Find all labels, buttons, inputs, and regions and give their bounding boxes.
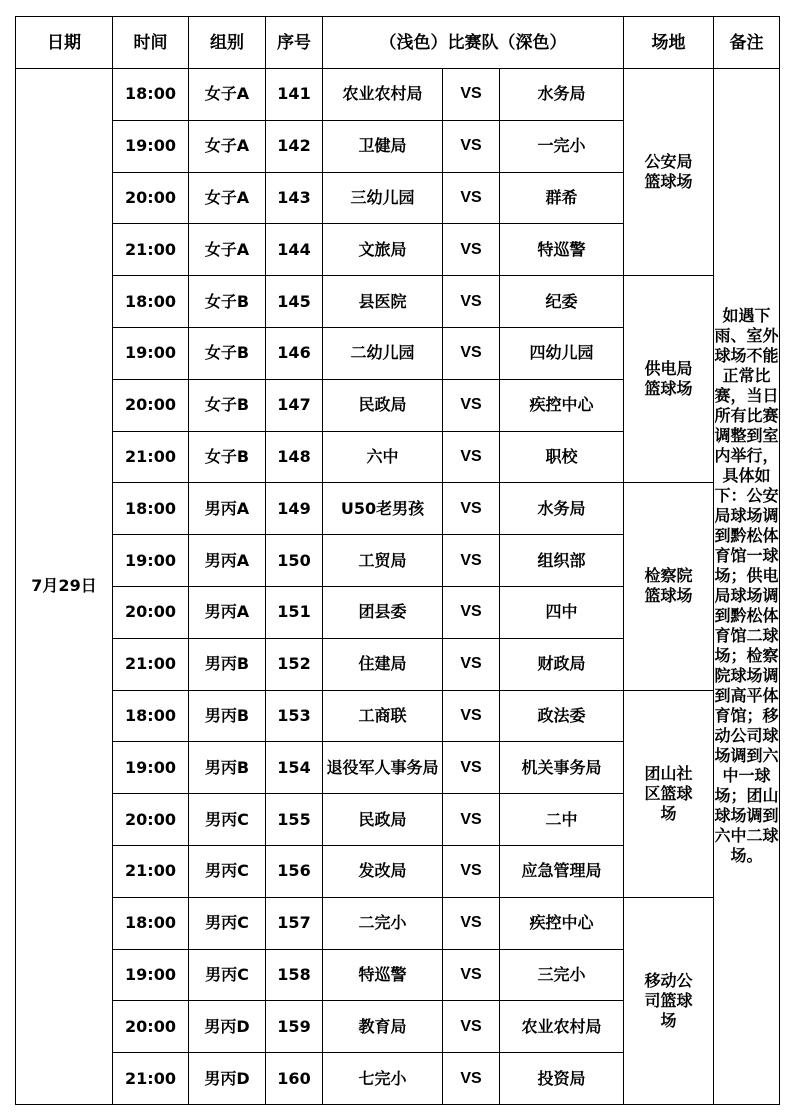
venue-name: 公安局篮球场 [644, 152, 693, 192]
team-light: 农业农村局 [323, 69, 443, 121]
vs-label: VS [443, 224, 500, 276]
venue-cell [624, 276, 714, 483]
venue-cell [624, 69, 714, 276]
match-time: 21:00 [113, 845, 189, 897]
match-time: 19:00 [113, 742, 189, 794]
team-light: 工贸局 [323, 535, 443, 587]
team-dark: 财政局 [500, 638, 624, 690]
team-light: 民政局 [323, 379, 443, 431]
team-dark: 职校 [500, 431, 624, 483]
match-group: 男丙B [189, 690, 266, 742]
match-group: 女子B [189, 276, 266, 328]
team-light: 卫健局 [323, 120, 443, 172]
team-light: 县医院 [323, 276, 443, 328]
venue-name: 检察院篮球场 [644, 566, 693, 606]
rain-plan-note: 如遇下雨、室外球场不能正常比赛，当日所有比赛调整到室内举行，具体如下：公安局球场调到黔松体育馆一球场；供电局球场调到黔松体育馆二球场；检察院球场调到高平体育馆；移动公司球场调到六中一球场；团山球场调到六中二球场。 [714, 306, 779, 866]
match-time: 18:00 [113, 483, 189, 535]
match-date: 7月29日 [16, 69, 113, 1105]
team-light: 二完小 [323, 897, 443, 949]
match-number: 149 [266, 483, 323, 535]
match-number: 146 [266, 327, 323, 379]
vs-label: VS [443, 535, 500, 587]
team-dark: 水务局 [500, 69, 624, 121]
match-group: 男丙C [189, 845, 266, 897]
match-number: 145 [266, 276, 323, 328]
vs-label: VS [443, 276, 500, 328]
venue-cell [624, 483, 714, 690]
match-time: 18:00 [113, 897, 189, 949]
match-time: 21:00 [113, 431, 189, 483]
team-dark: 四幼儿园 [500, 327, 624, 379]
match-time: 19:00 [113, 535, 189, 587]
header-group: 组别 [189, 17, 266, 69]
team-dark: 政法委 [500, 690, 624, 742]
match-group: 男丙D [189, 1053, 266, 1105]
match-time: 21:00 [113, 1053, 189, 1105]
match-number: 143 [266, 172, 323, 224]
match-time: 19:00 [113, 949, 189, 1001]
match-number: 151 [266, 586, 323, 638]
match-group: 男丙B [189, 742, 266, 794]
match-group: 男丙B [189, 638, 266, 690]
team-light: 七完小 [323, 1053, 443, 1105]
team-dark: 三完小 [500, 949, 624, 1001]
vs-label: VS [443, 845, 500, 897]
notes-cell [714, 69, 780, 1105]
match-number: 144 [266, 224, 323, 276]
header-time: 时间 [113, 17, 189, 69]
team-light: 退役军人事务局 [323, 742, 443, 794]
vs-label: VS [443, 379, 500, 431]
table-row [16, 690, 780, 742]
match-group: 男丙A [189, 535, 266, 587]
vs-label: VS [443, 431, 500, 483]
table-row [16, 69, 780, 121]
match-group: 男丙A [189, 483, 266, 535]
match-number: 147 [266, 379, 323, 431]
match-number: 154 [266, 742, 323, 794]
match-group: 男丙C [189, 794, 266, 846]
venue-name: 团山社区篮球场 [644, 763, 693, 823]
vs-label: VS [443, 586, 500, 638]
team-dark: 疾控中心 [500, 379, 624, 431]
vs-label: VS [443, 794, 500, 846]
match-group: 女子B [189, 379, 266, 431]
team-dark: 农业农村局 [500, 1001, 624, 1053]
team-light: 发改局 [323, 845, 443, 897]
match-number: 155 [266, 794, 323, 846]
team-light: 六中 [323, 431, 443, 483]
table-row [16, 276, 780, 328]
team-light: 教育局 [323, 1001, 443, 1053]
match-number: 141 [266, 69, 323, 121]
vs-label: VS [443, 1001, 500, 1053]
vs-label: VS [443, 742, 500, 794]
team-dark: 四中 [500, 586, 624, 638]
match-number: 159 [266, 1001, 323, 1053]
team-light: 二幼儿园 [323, 327, 443, 379]
vs-label: VS [443, 327, 500, 379]
match-group: 女子A [189, 69, 266, 121]
header-venue: 场地 [624, 17, 714, 69]
team-light: 三幼儿园 [323, 172, 443, 224]
vs-label: VS [443, 690, 500, 742]
vs-label: VS [443, 949, 500, 1001]
match-time: 21:00 [113, 224, 189, 276]
header-teams: （浅色）比赛队（深色） [323, 17, 624, 69]
match-number: 142 [266, 120, 323, 172]
match-number: 153 [266, 690, 323, 742]
match-time: 20:00 [113, 586, 189, 638]
match-time: 20:00 [113, 794, 189, 846]
schedule-body [16, 69, 780, 1105]
team-dark: 机关事务局 [500, 742, 624, 794]
team-dark: 纪委 [500, 276, 624, 328]
match-number: 152 [266, 638, 323, 690]
match-schedule-table [15, 16, 780, 1105]
match-time: 21:00 [113, 638, 189, 690]
match-number: 156 [266, 845, 323, 897]
match-group: 女子A [189, 120, 266, 172]
match-group: 女子B [189, 327, 266, 379]
match-number: 148 [266, 431, 323, 483]
vs-label: VS [443, 638, 500, 690]
match-time: 18:00 [113, 69, 189, 121]
team-light: 住建局 [323, 638, 443, 690]
match-time: 19:00 [113, 120, 189, 172]
team-dark: 应急管理局 [500, 845, 624, 897]
vs-label: VS [443, 120, 500, 172]
team-light: 团县委 [323, 586, 443, 638]
header-date: 日期 [16, 17, 113, 69]
table-row [16, 897, 780, 949]
match-time: 20:00 [113, 172, 189, 224]
team-dark: 组织部 [500, 535, 624, 587]
match-group: 女子A [189, 172, 266, 224]
vs-label: VS [443, 69, 500, 121]
team-light: U50老男孩 [323, 483, 443, 535]
team-light: 特巡警 [323, 949, 443, 1001]
venue-cell [624, 690, 714, 897]
venue-name: 移动公司篮球场 [644, 970, 693, 1030]
match-time: 19:00 [113, 327, 189, 379]
header-number: 序号 [266, 17, 323, 69]
match-group: 女子A [189, 224, 266, 276]
match-group: 女子B [189, 431, 266, 483]
match-number: 158 [266, 949, 323, 1001]
team-light: 工商联 [323, 690, 443, 742]
team-dark: 疾控中心 [500, 897, 624, 949]
vs-label: VS [443, 1053, 500, 1105]
match-time: 18:00 [113, 276, 189, 328]
match-number: 150 [266, 535, 323, 587]
team-dark: 水务局 [500, 483, 624, 535]
match-group: 男丙D [189, 1001, 266, 1053]
header-row [16, 17, 780, 69]
team-dark: 一完小 [500, 120, 624, 172]
team-dark: 投资局 [500, 1053, 624, 1105]
team-light: 民政局 [323, 794, 443, 846]
vs-label: VS [443, 483, 500, 535]
match-number: 160 [266, 1053, 323, 1105]
table-row [16, 483, 780, 535]
header-notes: 备注 [714, 17, 780, 69]
match-time: 18:00 [113, 690, 189, 742]
match-group: 男丙A [189, 586, 266, 638]
venue-cell [624, 897, 714, 1104]
team-light: 文旅局 [323, 224, 443, 276]
vs-label: VS [443, 172, 500, 224]
team-dark: 群希 [500, 172, 624, 224]
venue-name: 供电局篮球场 [644, 359, 693, 399]
match-number: 157 [266, 897, 323, 949]
match-time: 20:00 [113, 379, 189, 431]
team-dark: 特巡警 [500, 224, 624, 276]
match-group: 男丙C [189, 897, 266, 949]
match-time: 20:00 [113, 1001, 189, 1053]
match-group: 男丙C [189, 949, 266, 1001]
team-dark: 二中 [500, 794, 624, 846]
vs-label: VS [443, 897, 500, 949]
